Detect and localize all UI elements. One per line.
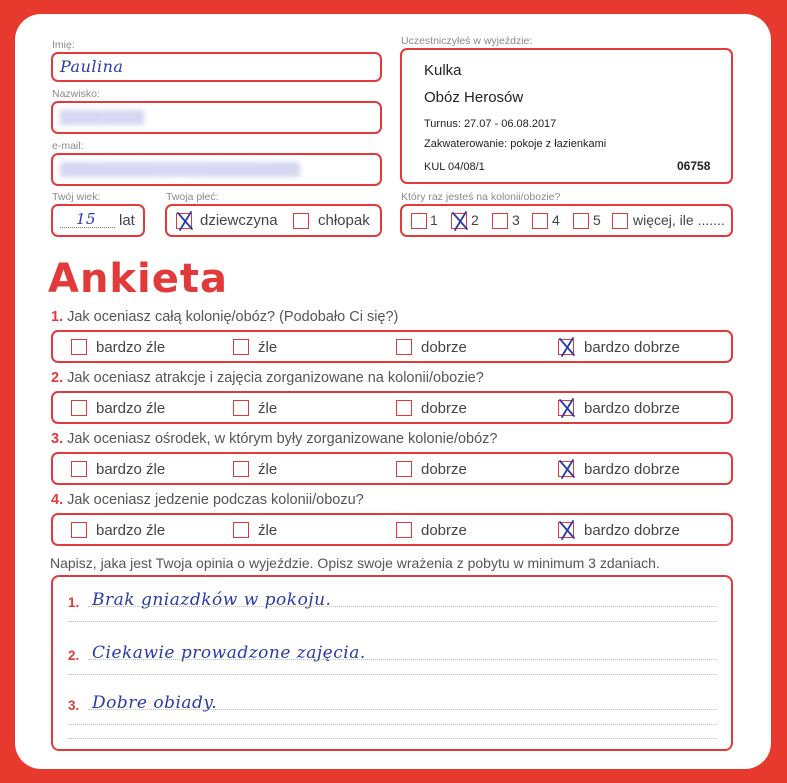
trip-line-5: KUL 04/08/1 bbox=[424, 161, 485, 173]
question-number: 2. bbox=[51, 370, 64, 386]
trip-code: 06758 bbox=[677, 159, 711, 173]
attendance-checkbox-5[interactable] bbox=[612, 213, 628, 229]
survey-title: Ankieta bbox=[48, 256, 228, 302]
participation-label: Uczestniczyłeś w wyjeździe: bbox=[401, 35, 533, 47]
q1-option-0-label: bardzo źle bbox=[96, 339, 166, 356]
q1-option-1-checkbox[interactable] bbox=[233, 339, 249, 355]
question-1 bbox=[51, 309, 398, 325]
attendance-option-0: 1 bbox=[430, 212, 438, 228]
gender-checkbox-1[interactable] bbox=[293, 213, 309, 229]
q1-option-1-label: źle bbox=[258, 339, 278, 356]
attendance-checkbox-0[interactable] bbox=[411, 213, 427, 229]
handwritten-x-mark bbox=[174, 210, 196, 232]
question-3 bbox=[51, 431, 497, 447]
attendance-option-2: 3 bbox=[512, 212, 520, 228]
question-text: Jak oceniasz całą kolonię/obóz? (Podobało Ci się?) bbox=[67, 309, 399, 325]
question-text: Jak oceniasz atrakcje i zajęcia zorganizowane na kolonii/obozie? bbox=[67, 370, 484, 386]
q2-option-3-label: bardzo dobrze bbox=[584, 400, 680, 417]
gender-option-1: chłopak bbox=[318, 212, 370, 229]
trip-line-4: Zakwaterowanie: pokoje z łazienkami bbox=[424, 138, 607, 150]
answer-number: 3. bbox=[68, 698, 80, 713]
q2-option-1-label: źle bbox=[258, 400, 278, 417]
handwritten-x-mark bbox=[556, 519, 578, 541]
q1-option-3-label: bardzo dobrze bbox=[584, 339, 680, 356]
ruled-line bbox=[68, 738, 716, 739]
q4-option-2-label: dobrze bbox=[421, 522, 467, 539]
attendance-checkbox-4[interactable] bbox=[573, 213, 589, 229]
attendance-label: Który raz jesteś na kolonii/obozie? bbox=[401, 191, 561, 203]
q2-option-0-checkbox[interactable] bbox=[71, 400, 87, 416]
ruled-line bbox=[68, 724, 716, 725]
q1-option-2-checkbox[interactable] bbox=[396, 339, 412, 355]
question-number: 1. bbox=[51, 309, 64, 325]
attendance-option-4: 5 bbox=[593, 212, 601, 228]
question-number: 3. bbox=[51, 431, 64, 447]
handwritten-x-mark bbox=[449, 210, 471, 232]
q2-option-3-checkbox[interactable] bbox=[558, 400, 574, 416]
email-label: e-mail: bbox=[52, 140, 84, 152]
q2-option-1-checkbox[interactable] bbox=[233, 400, 249, 416]
attendance-option-1: 2 bbox=[471, 212, 479, 228]
surname-label: Nazwisko: bbox=[52, 88, 100, 100]
attendance-checkbox-3[interactable] bbox=[532, 213, 548, 229]
age-value: 15 bbox=[76, 210, 97, 228]
q2-option-2-checkbox[interactable] bbox=[396, 400, 412, 416]
email-redacted bbox=[60, 162, 300, 177]
q3-option-1-checkbox[interactable] bbox=[233, 461, 249, 477]
question-2 bbox=[51, 370, 484, 386]
attendance-option-5: więcej, ile ....... bbox=[633, 212, 725, 228]
q2-option-0-label: bardzo źle bbox=[96, 400, 166, 417]
handwritten-x-mark bbox=[556, 458, 578, 480]
q3-option-2-checkbox[interactable] bbox=[396, 461, 412, 477]
ruled-line bbox=[88, 606, 716, 607]
ruled-line bbox=[68, 621, 716, 622]
answer-handwriting: Ciekawie prowadzone zajęcia. bbox=[92, 643, 366, 663]
q3-option-3-label: bardzo dobrze bbox=[584, 461, 680, 478]
gender-checkbox-0[interactable] bbox=[176, 213, 192, 229]
q4-option-0-checkbox[interactable] bbox=[71, 522, 87, 538]
gender-option-0: dziewczyna bbox=[200, 212, 278, 229]
surname-redacted bbox=[60, 110, 144, 125]
answer-number: 2. bbox=[68, 648, 80, 663]
q3-option-2-label: dobrze bbox=[421, 461, 467, 478]
trip-line-3: Turnus: 27.07 - 06.08.2017 bbox=[424, 118, 557, 130]
age-label: Twój wiek: bbox=[52, 191, 101, 203]
handwritten-x-mark bbox=[556, 397, 578, 419]
trip-line-1: Kulka bbox=[424, 62, 462, 79]
q1-option-3-checkbox[interactable] bbox=[558, 339, 574, 355]
q4-option-2-checkbox[interactable] bbox=[396, 522, 412, 538]
attendance-option-3: 4 bbox=[552, 212, 560, 228]
trip-line-2: Obóz Herosów bbox=[424, 89, 524, 106]
age-unit: lat bbox=[119, 212, 135, 229]
answer-number: 1. bbox=[68, 595, 80, 610]
question-number: 4. bbox=[51, 492, 64, 508]
question-text: Jak oceniasz ośrodek, w którym były zorganizowane kolonie/obóz? bbox=[67, 431, 498, 447]
name-value: Paulina bbox=[60, 57, 124, 76]
name-label: Imię: bbox=[52, 39, 75, 51]
question-text: Jak oceniasz jedzenie podczas kolonii/obozu? bbox=[67, 492, 364, 508]
attendance-checkbox-1[interactable] bbox=[451, 213, 467, 229]
ruled-line bbox=[68, 674, 716, 675]
attendance-checkbox-2[interactable] bbox=[492, 213, 508, 229]
q4-option-3-checkbox[interactable] bbox=[558, 522, 574, 538]
q4-option-1-label: źle bbox=[258, 522, 278, 539]
q1-option-0-checkbox[interactable] bbox=[71, 339, 87, 355]
answer-handwriting: Dobre obiady. bbox=[92, 693, 218, 713]
q3-option-1-label: źle bbox=[258, 461, 278, 478]
q3-option-3-checkbox[interactable] bbox=[558, 461, 574, 477]
question-4 bbox=[51, 492, 364, 508]
ruled-line bbox=[88, 709, 716, 710]
q4-option-3-label: bardzo dobrze bbox=[584, 522, 680, 539]
ruled-line bbox=[88, 659, 716, 660]
handwritten-x-mark bbox=[556, 336, 578, 358]
q4-option-0-label: bardzo źle bbox=[96, 522, 166, 539]
q1-option-2-label: dobrze bbox=[421, 339, 467, 356]
q2-option-2-label: dobrze bbox=[421, 400, 467, 417]
gender-label: Twoja płeć: bbox=[166, 191, 219, 203]
q3-option-0-checkbox[interactable] bbox=[71, 461, 87, 477]
q4-option-1-checkbox[interactable] bbox=[233, 522, 249, 538]
opinion-prompt: Napisz, jaka jest Twoja opinia o wyjeździe. Opisz swoje wrażenia z pobytu w minimum 3 zdaniach. bbox=[50, 555, 660, 571]
answer-handwriting: Brak gniazdków w pokoju. bbox=[92, 590, 332, 610]
q3-option-0-label: bardzo źle bbox=[96, 461, 166, 478]
